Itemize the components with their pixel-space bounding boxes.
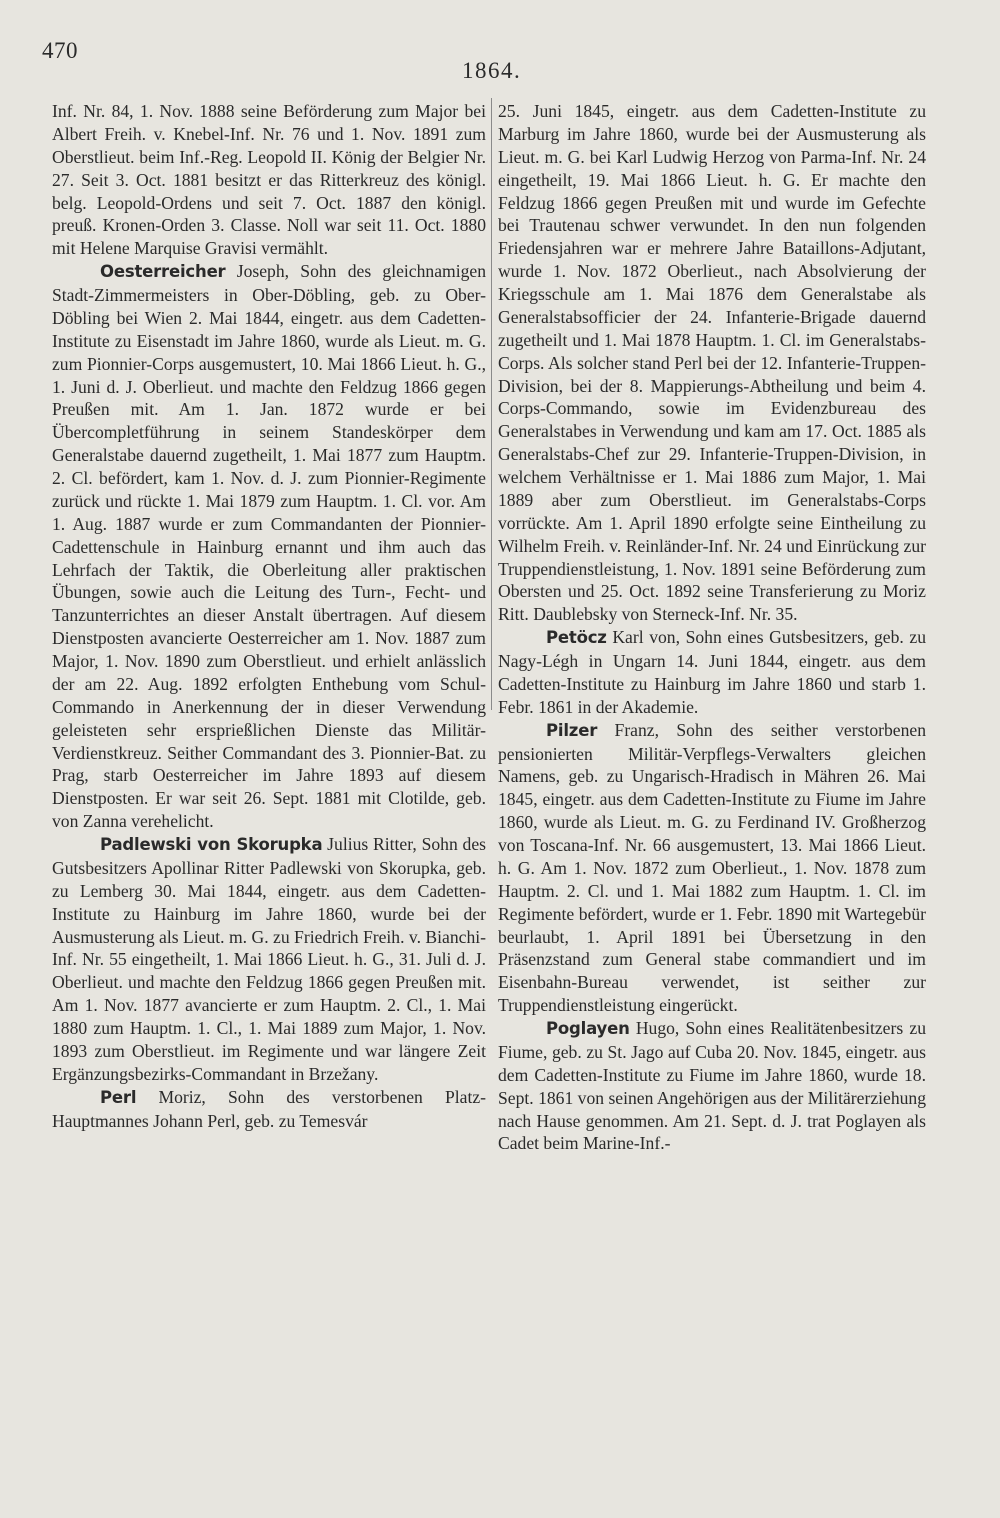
entry-name: Petöcz: [546, 628, 607, 648]
entry-pilzer: [498, 719, 926, 1017]
running-head-year: 1864.: [462, 58, 522, 83]
entry-text: Franz, Sohn des seither verstorbenen pensionierten Militär-Verpflegs-Verwalters gleichen Namens, geb. zu Ungarisch-Hradisch in Mähren 26. Mai 1845, eingetr. aus dem Cadetten-Institute zu Fiume im Jahre 1860, wurde als Lieut. m. G. zu Ferdinand IV. Großherzog von Toscana-Inf. Nr. 66 ausgemustert, 13. Mai 1866 Lieut. h. G. Am 1. Nov. 1872 zum Oberlieut., 1. Nov. 1878 zum Hauptm. 2. Cl. und 1. Mai 1882 zum Hauptm. 1. Cl. im Regimente befördert, wurde er 1. Febr. 1890 mit Wartegebür beurlaubt, 1. April 1891 bei Übersetzung in den Präsenzstand zum General stabe commandiert und im Eisenbahn-Bureau verwendet, ist seither zur Truppendienstleistung eingerückt.: [498, 719, 926, 1016]
entry-oesterreicher: [52, 260, 486, 833]
column-divider: [491, 98, 492, 710]
right-column: [498, 100, 926, 1155]
entry-name: Padlewski von Skorupka: [100, 835, 323, 854]
entry-continuation: 25. Juni 1845, eingetr. aus dem Cadetten-Institute zu Marburg im Jahre 1860, wurde bei der Ausmusterung als Lieut. m. G. bei Karl Ludwig Herzog von Parma-Inf. Nr. 24 eingetheilt, 19. Mai 1866 Lieut. h. G. Er machte den Feldzug 1866 gegen Preußen mit und wurde im Gefechte bei Trautenau schwer verwundet. In den nun folgenden Friedensjahren war er mehrere Jahre Bataillons-Adjutant, wurde 1. Nov. 1872 Oberlieut., nach Absolvierung der Kriegsschule am 1. Mai 1876 dem Generalstabe als Generalstabsofficier der 24. Infanterie-Brigade dauernd zugetheilt und 1. Mai 1878 Hauptm. 1. Cl. im Generalstabs-Corps. Als solcher stand Perl bei der 12. Infanterie-Truppen-Division, bei der 8. Mappierungs-Abtheilung und beim 4. Corps-Commando, sowie im Evidenzbureau des Generalstabes in Verwendung und kam am 17. Oct. 1885 als Generalstabs-Chef zur 29. Infanterie-Truppen-Division, in welchem Verhältnisse er 1. Mai 1886 zum Major, 1. Mai 1889 aber zum Oberstlieut. im Generalstabs-Corps vorrückte. Am 1. April 1890 erfolgte seine Eintheilung zu Wilhelm Freih. v. Reinländer-Inf. Nr. 24 und Einrückung zur Truppendienstleistung, 1. Nov. 1891 seine Beförderung zum Obersten und 25. Oct. 1892 seine Transferierung zu Moriz Ritt. Daublebsky von Sterneck-Inf. Nr. 35.: [498, 101, 926, 625]
entry-text: Karl von, Sohn eines Gutsbesitzers, geb. zu Nagy-Légh in Ungarn 14. Juni 1844, eingetr. aus dem Cadetten-Institute zu Hainburg im Jahre 1860 und starb 1. Febr. 1861 in der Akademie.: [498, 627, 926, 717]
entry-text: Julius Ritter, Sohn des Gutsbesitzers Apollinar Ritter Padlewski von Skorupka, geb. zu Lemberg 30. Mai 1844, eingetr. aus dem Cadetten-Institute zu Hainburg im Jahre 1860, wurde bei der Ausmusterung als Lieut. m. G. zu Friedrich Freih. v. Bianchi-Inf. Nr. 55 eingetheilt, 1. Mai 1866 Lieut. h. G., 31. Juli d. J. Oberlieut. und machte den Feldzug 1866 gegen Preußen mit. Am 1. Nov. 1877 avancierte er zum Hauptm. 2. Cl., 1. Mai 1880 zum Hauptm. 1. Cl., 1. Mai 1889 zum Major, 1. Nov. 1893 zum Oberstlieut. im Regimente und war längere Zeit Ergänzungsbezirks-Commandant in Brzežany.: [52, 834, 486, 1084]
entry-name: Pilzer: [546, 720, 598, 740]
entry-text: Hugo, Sohn eines Realitätenbesitzers zu Fiume, geb. zu St. Jago auf Cuba 20. Nov. 1845, eingetr. aus dem Cadetten-Institute zu Fiume im Jahre 1860, wurde 18. Sept. 1861 von seinen Angehörigen aus der Militärerziehung nach Hause genommen. Am 21. Sept. d. J. trat Poglayen als Cadet beim Marine-Inf.-: [498, 1018, 927, 1154]
entry-poglayen: [498, 1017, 926, 1155]
entry-perl: [52, 1086, 486, 1133]
entry-continuation: Inf. Nr. 84, 1. Nov. 1888 seine Beförderung zum Major bei Albert Freih. v. Knebel-Inf. Nr. 76 und 1. Nov. 1891 zum Oberstlieut. beim Inf.-Reg. Leopold II. König der Belgier Nr. 27. Seit 3. Oct. 1881 besitzt er das Ritterkreuz des königl. belg. Leopold-Ordens und seit 7. Oct. 1887 den königl. preuß. Kronen-Orden 3. Classe. Noll war seit 11. Oct. 1880 mit Helene Marquise Gravisi vermählt.: [52, 101, 486, 259]
entry-name: Perl: [100, 1087, 137, 1107]
entry-text: Moriz, Sohn des verstorbenen Platz-Hauptmannes Johann Perl, geb. zu Temesvár: [52, 1086, 486, 1131]
page-number: 470: [42, 38, 78, 63]
entry-name: Oesterreicher: [100, 262, 226, 282]
entry-padlewski: [52, 833, 486, 1086]
left-column: [52, 100, 486, 1132]
entry-text: Joseph, Sohn des gleichnamigen Stadt-Zimmermeisters in Ober-Döbling, geb. zu Ober-Döbling bei Wien 2. Mai 1844, eingetr. aus dem Cadetten-Institute zu Eisenstadt im Jahre 1860, wurde als Lieut. m. G. zum Pionnier-Corps ausgemustert, 10. Mai 1866 Lieut. h. G., 1. Juni d. J. Oberlieut. und machte den Feldzug 1866 gegen Preußen mit. Am 1. Jan. 1872 wurde er bei Übercompletführung in seinem Standeskörper dem Generalstabe dauernd zugetheilt, 1. Mai 1877 zum Hauptm. 2. Cl. befördert, kam 1. Nov. d. J. zum Pionnier-Regimente zurück und rückte 1. Mai 1879 zum Hauptm. 1. Cl. vor. Am 1. Aug. 1887 wurde er zum Commandanten der Pionnier-Cadettenschule in Hainburg ernannt und ihm auch das Lehrfach der Taktik, die Oberleitung aller praktischen Übungen, sowie auch die Leitung des Turn-, Fecht- und Tanzunterrichtes an dieser Anstalt übertragen. Auf diesem Dienstposten avancierte Oesterreicher am 1. Nov. 1887 zum Major, 1. Nov. 1890 zum Oberstlieut. und erhielt anlässlich der am 22. Aug. 1892 erfolgten Enthebung vom Schul-Commando in Anerkennung der in dieser Verwendung geleisteten sehr ersprießlichen Dienste das Militär-Verdienstkreuz. Seither Commandant des 3. Pionnier-Bat. zu Prag, starb Oesterreicher im Jahre 1893 auf diesem Dienstposten. Er war seit 26. Sept. 1881 mit Clotilde, geb. von Zanna verehelicht.: [52, 261, 486, 832]
entry-petoecz: [498, 626, 926, 719]
entry-name: Poglayen: [546, 1019, 630, 1038]
